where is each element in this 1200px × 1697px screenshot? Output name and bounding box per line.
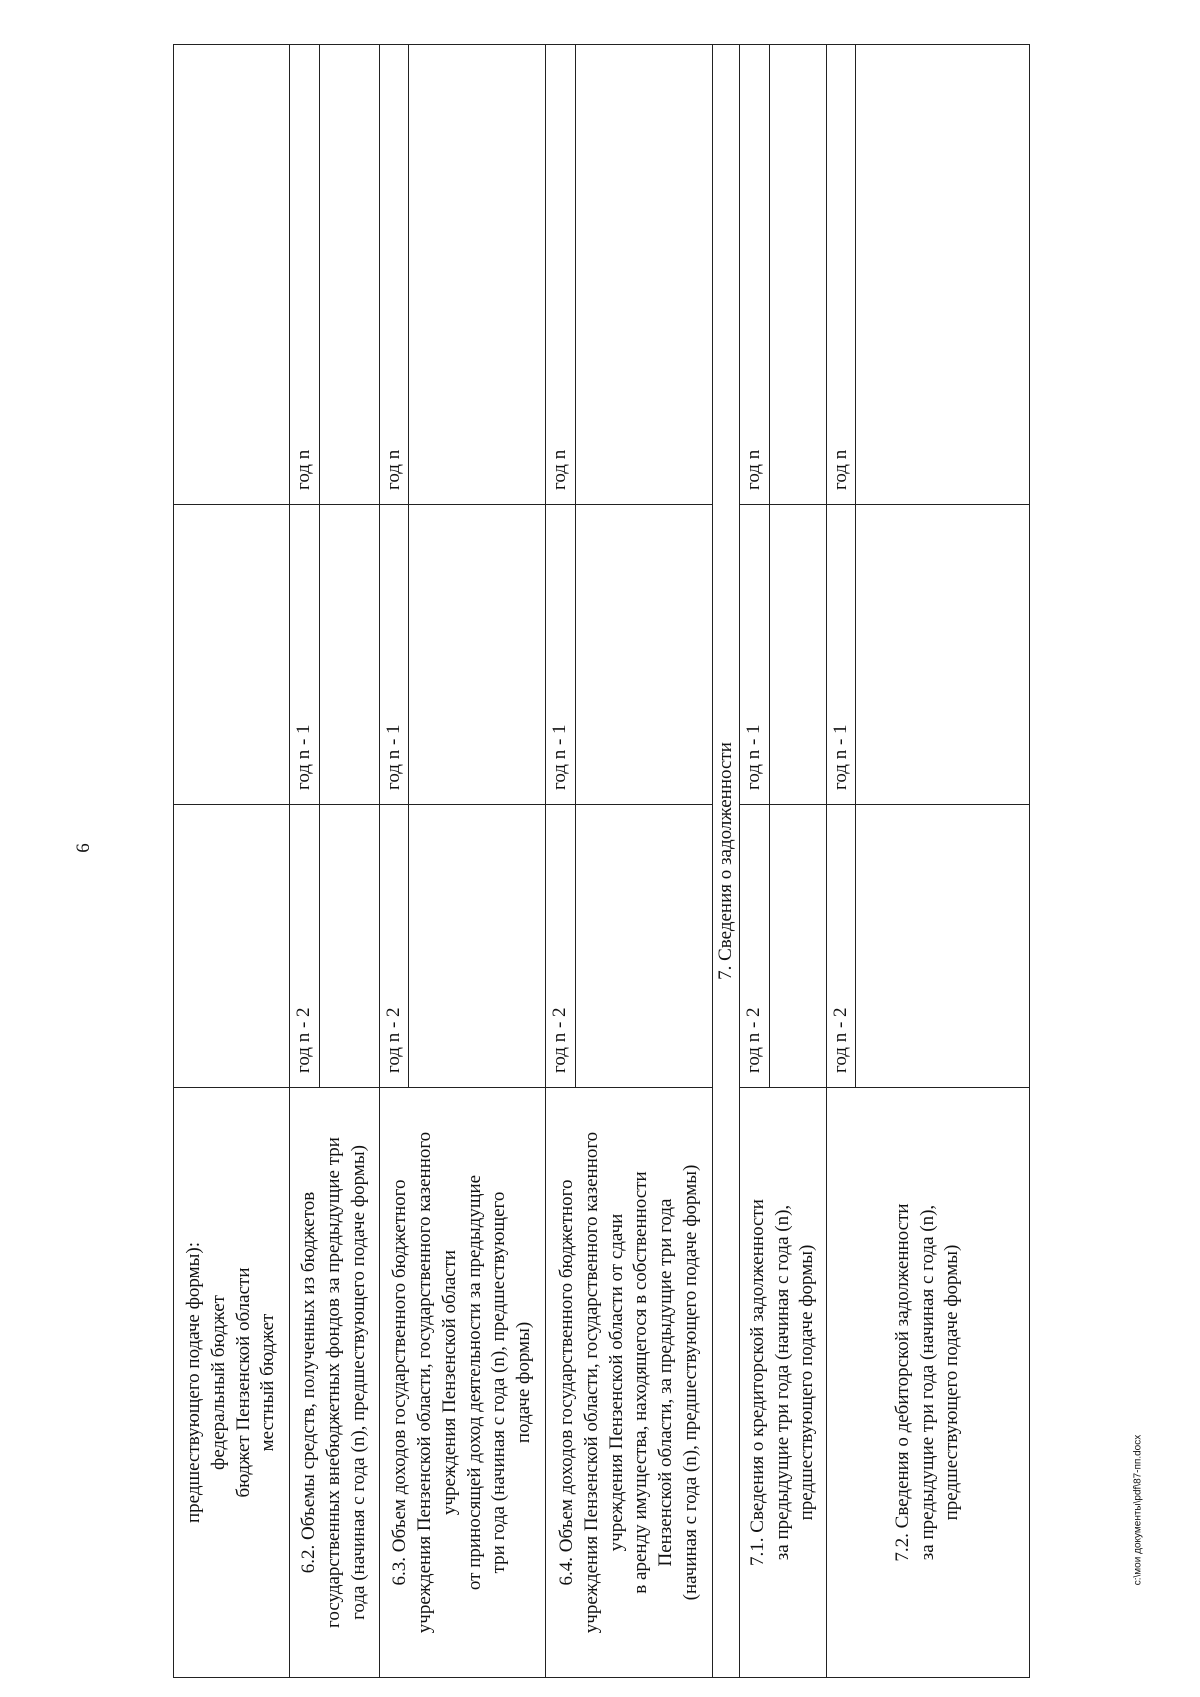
page-number: 6	[73, 843, 94, 853]
row-6-3-value-n-1	[409, 505, 546, 805]
row-7-2-year-n-1: год n - 1	[826, 505, 856, 805]
row-7-1-year-n: год n	[740, 45, 770, 505]
row-7-2-year-n-2: год n - 2	[826, 805, 856, 1088]
row-6-3-year-n: год n	[379, 45, 409, 505]
row-6-4-value-n-2	[576, 805, 713, 1088]
row-6-1-description: предшествующего подаче формы): федеральный бюджет бюджет Пензенской области местный бюджет	[174, 1088, 290, 1678]
row-6-3-description: 6.3. Объем доходов государственного бюджетного учреждения Пензенской области, государственного казенного учреждения Пензенской области от приносящей доход деятельности за предыдущие три года (начиная с года (n), предшествующего подаче формы)	[379, 1088, 546, 1678]
table-row-7-1	[740, 45, 770, 1678]
row-6-4-year-n-1: год n - 1	[546, 505, 576, 805]
row-6-4-value-n	[576, 45, 713, 505]
row-7-1-description: 7.1. Сведения о кредиторской задолженности за предыдущие три года (начиная с года (n), предшествующего подаче формы)	[740, 1088, 827, 1678]
table-row-6-4	[546, 45, 576, 1678]
table-row-6-1-continued	[174, 45, 290, 1678]
row-6-2-year-n-1: год n - 1	[290, 505, 320, 805]
table-row-7-2	[826, 45, 856, 1678]
row-6-4-description: 6.4. Объем доходов государственного бюджетного учреждения Пензенской области, государственного казенного учреждения Пензенской области от сдачи в аренду имущества, находящегося в собственности Пензенской области, за предыдущие три года (начиная с года (n), предшествующего подаче формы)	[546, 1088, 713, 1678]
row-7-1-value-n	[769, 45, 826, 505]
row-7-1-value-n-2	[769, 805, 826, 1088]
row-6-3-year-n-1: год n - 1	[379, 505, 409, 805]
section-7-title: 7. Сведения о задолженности	[713, 45, 740, 1678]
row-7-2-year-n: год n	[826, 45, 856, 505]
row-6-1-year-n-2	[174, 805, 290, 1088]
row-7-1-year-n-1: год n - 1	[740, 505, 770, 805]
row-6-2-value-n-2	[319, 805, 379, 1088]
row-6-2-year-n: год n	[290, 45, 320, 505]
row-7-1-value-n-1	[769, 505, 826, 805]
table-row-6-2	[290, 45, 320, 1678]
row-6-4-value-n-1	[576, 505, 713, 805]
row-6-1-year-n-1	[174, 505, 290, 805]
row-6-4-year-n-2: год n - 2	[546, 805, 576, 1088]
row-7-1-year-n-2: год n - 2	[740, 805, 770, 1088]
row-6-3-value-n-2	[409, 805, 546, 1088]
row-6-2-year-n-2: год n - 2	[290, 805, 320, 1088]
row-6-3-value-n	[409, 45, 546, 505]
rotated-table-container	[173, 45, 1030, 1678]
row-6-2-description: 6.2. Объемы средств, полученных из бюджетов государственных внебюджетных фондов за предыдущие три года (начиная с года (n), предшествующего подаче формы)	[290, 1088, 380, 1678]
row-6-3-year-n-2: год n - 2	[379, 805, 409, 1088]
file-path-footer: c:\мои документы\pdf\87-пп.docx	[1132, 1434, 1144, 1586]
section-7-header-row	[713, 45, 740, 1678]
row-6-1-year-n	[174, 45, 290, 505]
row-7-2-value-n-1	[856, 505, 1030, 805]
info-table	[173, 44, 1030, 1678]
table-row-6-3	[379, 45, 409, 1678]
row-7-2-value-n	[856, 45, 1030, 505]
row-6-4-year-n: год n	[546, 45, 576, 505]
row-7-2-description: 7.2. Сведения о дебиторской задолженности за предыдущие три года (начиная с года (n), предшествующего подаче формы)	[826, 1088, 1029, 1678]
row-6-2-value-n	[319, 45, 379, 505]
row-6-2-value-n-1	[319, 505, 379, 805]
row-7-2-value-n-2	[856, 805, 1030, 1088]
